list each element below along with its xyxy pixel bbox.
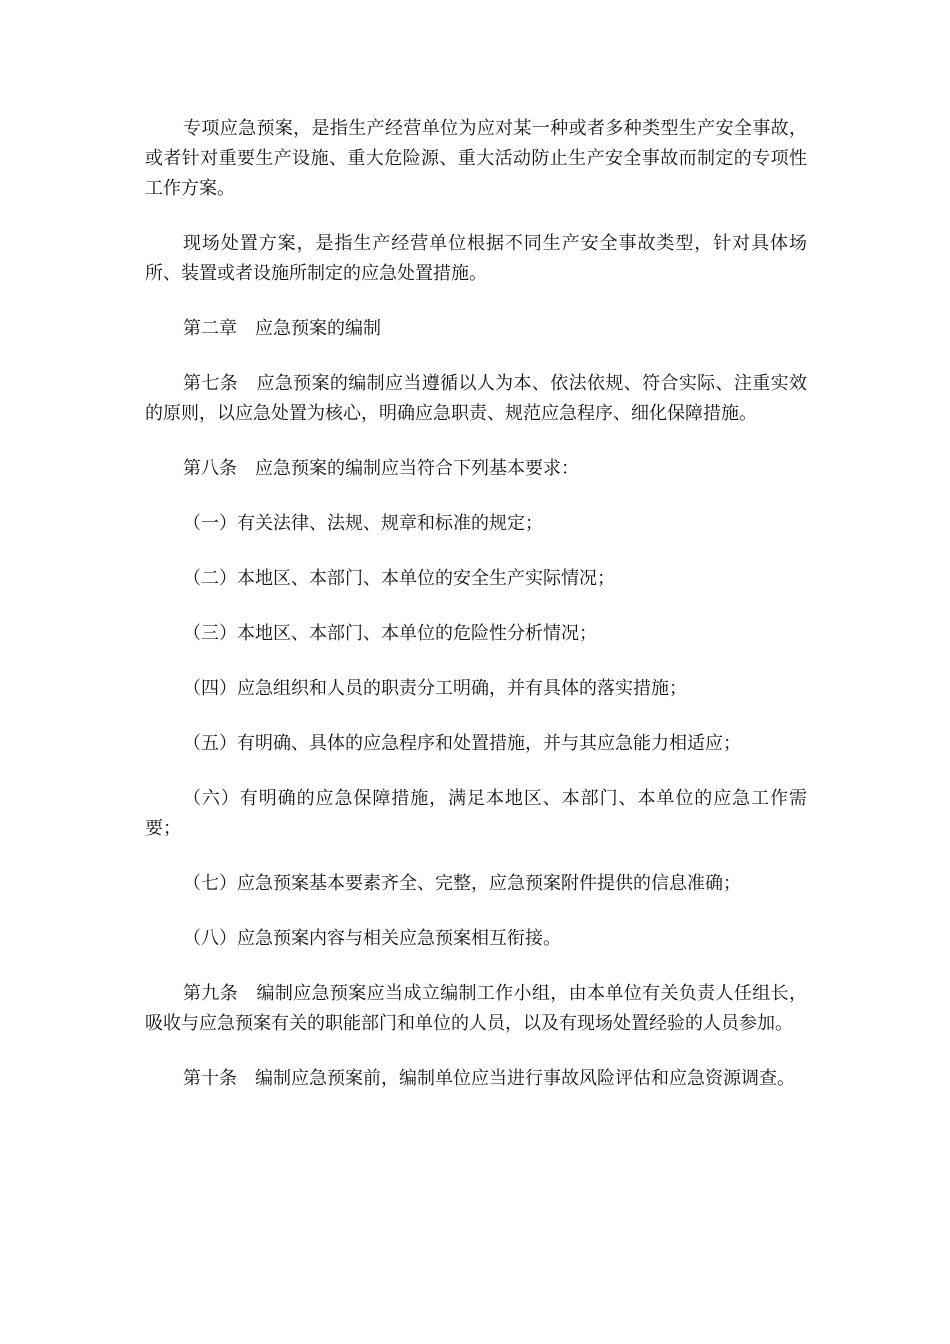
paragraph-special-plan: 专项应急预案，是指生产经营单位为应对某一种或者多种类型生产安全事故，或者针对重要生产设施、重大危险源、重大活动防止生产安全事故而制定的专项性工作方案。: [145, 118, 807, 199]
list-item-7: （七）应急预案基本要素齐全、完整，应急预案附件提供的信息准确；: [183, 873, 741, 894]
list-item-4: （四）应急组织和人员的职责分工明确，并有具体的落实措施；: [183, 678, 687, 699]
article-7: 第七条 应急预案的编制应当遵循以人为本、依法依规、符合实际、注重实效的原则，以应急处置为核心，明确应急职责、规范应急程序、细化保障措施。: [145, 373, 807, 424]
chapter-heading: 第二章 应急预案的编制: [183, 318, 381, 339]
list-item-8: （八）应急预案内容与相关应急预案相互衔接。: [183, 928, 561, 949]
article-8: 第八条 应急预案的编制应当符合下列基本要求：: [183, 458, 579, 479]
list-item-6: （六）有明确的应急保障措施，满足本地区、本部门、本单位的应急工作需要；: [145, 788, 807, 839]
paragraph-onsite-plan: 现场处置方案，是指生产经营单位根据不同生产安全事故类型，针对具体场所、装置或者设施所制定的应急处置措施。: [145, 233, 807, 284]
list-item-1: （一）有关法律、法规、规章和标准的规定；: [183, 513, 543, 534]
list-item-5: （五）有明确、具体的应急程序和处置措施，并与其应急能力相适应；: [183, 733, 741, 754]
list-item-3: （三）本地区、本部门、本单位的危险性分析情况；: [183, 623, 597, 644]
article-10: 第十条 编制应急预案前，编制单位应当进行事故风险评估和应急资源调查。: [183, 1068, 795, 1089]
list-item-2: （二）本地区、本部门、本单位的安全生产实际情况；: [183, 568, 615, 589]
document-body: [145, 114, 807, 1119]
article-9: 第九条 编制应急预案应当成立编制工作小组，由本单位有关负责人任组长，吸收与应急预案有关的职能部门和单位的人员，以及有现场处置经验的人员参加。: [145, 983, 807, 1034]
